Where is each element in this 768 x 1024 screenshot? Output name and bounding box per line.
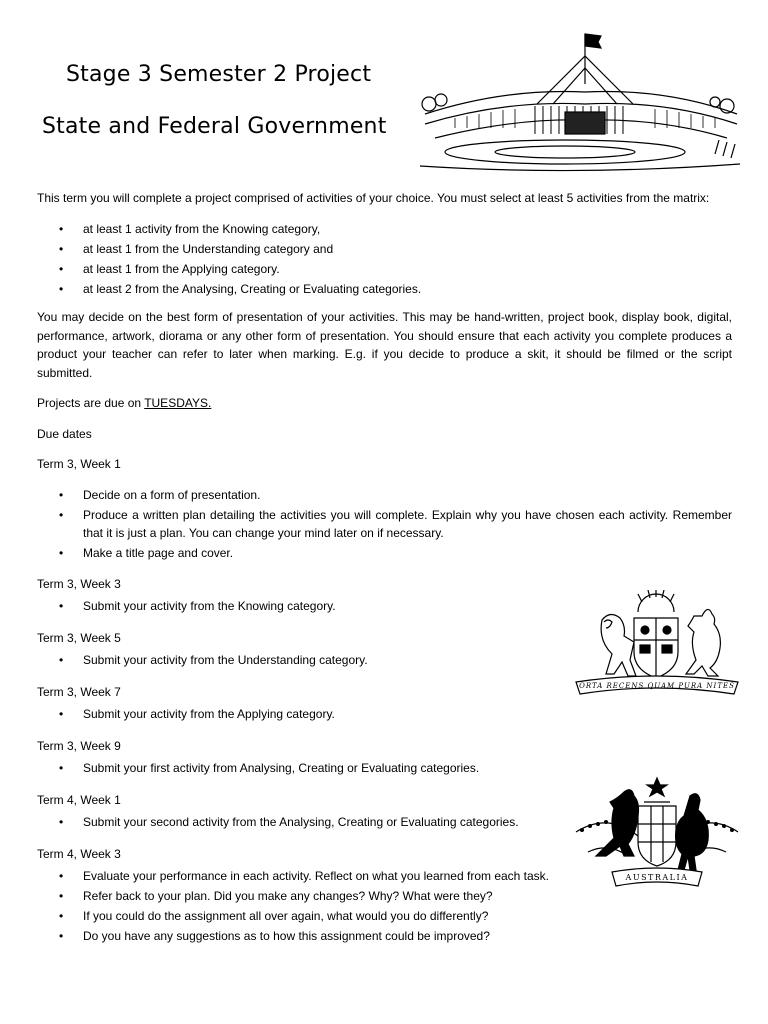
schedule-list <box>37 651 557 670</box>
parliament-house-illustration <box>415 26 745 176</box>
title-line-1: Stage 3 Semester 2 Project <box>66 62 372 87</box>
list-item: • Submit your activity from the Knowing category. <box>37 597 557 616</box>
due-day: TUESDAYS. <box>144 396 212 410</box>
list-item: • Submit your second activity from the Analysing, Creating or Evaluating categories. <box>37 813 557 832</box>
schedule-list <box>37 597 557 616</box>
section-heading: Term 4, Week 1 <box>37 792 121 807</box>
list-item: • Decide on a form of presentation. <box>37 486 732 505</box>
section-heading: Term 3, Week 9 <box>37 738 121 753</box>
australia-scroll-text: AUSTRALIA <box>625 873 689 882</box>
list-item: • Evaluate your performance in each activity. Reflect on what you learned from each task. <box>37 867 557 886</box>
due-paragraph <box>37 394 732 413</box>
list-item: • at least 1 from the Applying category. <box>37 260 732 279</box>
narrow-column <box>37 575 557 946</box>
list-item: • Submit your activity from the Understanding category. <box>37 651 557 670</box>
list-item: • Make a title page and cover. <box>37 544 732 563</box>
list-item: • Refer back to your plan. Did you make any changes? Why? What were they? <box>37 887 557 906</box>
list-item: • at least 2 from the Analysing, Creating or Evaluating categories. <box>37 280 732 299</box>
list-item: • Submit your first activity from Analysing, Creating or Evaluating categories. <box>37 759 557 778</box>
schedule-list <box>37 486 732 563</box>
list-item: • Submit your activity from the Applying category. <box>37 705 557 724</box>
nsw-coat-of-arms <box>568 590 746 702</box>
intro-paragraph: This term you will complete a project comprised of activities of your choice. You must select at least 5 activities from the matrix: <box>37 191 710 205</box>
schedule-list <box>37 813 557 832</box>
due-dates-heading: Due dates <box>37 426 92 441</box>
title-line-2: State and Federal Government <box>42 114 387 139</box>
presentation-paragraph: You may decide on the best form of presentation of your activities. This may be hand-written, project book, display book, digital, performance, artwork, diorama or any other form of presentation. You should ensure that each activity you complete produces a product your teacher can refer to later when marking. E.g. if you decide to produce a skit, it should be filmed or the script submitted. <box>37 310 732 380</box>
section-heading: Term 4, Week 3 <box>37 846 121 861</box>
requirements-list <box>37 220 732 299</box>
schedule-list <box>37 867 557 946</box>
section-heading: Term 3, Week 5 <box>37 630 121 645</box>
list-item: • Produce a written plan detailing the activities you will complete. Explain why you have chosen each activity. Remember that it is just a plan. You can change your mind later on if necessary. <box>37 506 732 543</box>
nsw-motto: ORTA RECENS QUAM PURA NITES <box>579 682 735 690</box>
list-item: • at least 1 from the Understanding category and <box>37 240 732 259</box>
australian-coat-of-arms <box>568 772 746 896</box>
section-heading: Term 3, Week 1 <box>37 457 121 471</box>
schedule-list <box>37 759 557 778</box>
section-heading: Term 3, Week 3 <box>37 576 121 591</box>
list-item: • at least 1 activity from the Knowing category, <box>37 220 732 239</box>
list-item: • If you could do the assignment all over again, what would you do differently? <box>37 907 557 926</box>
due-prefix: Projects are due on <box>37 396 145 410</box>
section-heading: Term 3, Week 7 <box>37 684 121 699</box>
list-item: • Do you have any suggestions as to how this assignment could be improved? <box>37 927 557 946</box>
schedule-list <box>37 705 557 724</box>
